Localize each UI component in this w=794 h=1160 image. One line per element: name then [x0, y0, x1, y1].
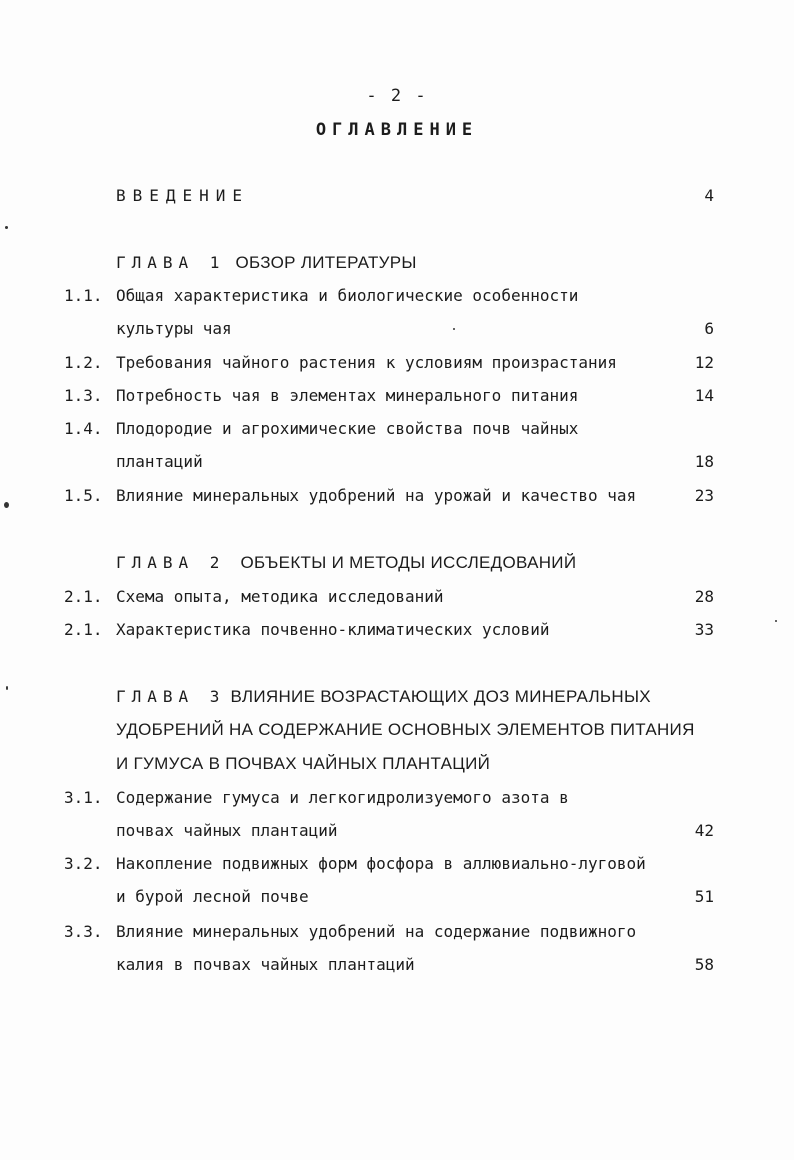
toc-item [0, 384, 794, 408]
intro-label: ВВЕДЕНИЕ [116, 186, 250, 205]
item-number: 1.2. [64, 353, 103, 372]
item-title: Требования чайного растения к условиям произрастания [116, 353, 617, 372]
page-number: - 2 - [366, 86, 428, 106]
chapter-2-heading [0, 551, 794, 575]
scan-speck [453, 328, 455, 330]
item-page: 51 [694, 887, 714, 906]
scan-speck [775, 620, 777, 622]
scan-speck [5, 226, 8, 229]
chapter-3-label: ГЛАВА 3 [116, 687, 226, 706]
item-title-cont: калия в почвах чайных плантаций [116, 955, 415, 974]
chapter-2-title: ОБЪЕКТЫ И МЕТОДЫ ИССЛЕДОВАНИЙ [240, 553, 577, 572]
toc-item [0, 417, 794, 441]
item-number: 1.5. [64, 486, 103, 505]
item-title: Характеристика почвенно-климатических условий [116, 620, 550, 639]
chapter-1-heading [0, 251, 794, 275]
item-number: 3.3. [64, 922, 103, 941]
item-number: 1.4. [64, 419, 103, 438]
item-title-cont: культуры чая [116, 319, 232, 338]
chapter-3-heading [0, 685, 794, 709]
toc-item [0, 852, 794, 876]
chapter-3-heading-cont [0, 718, 794, 742]
item-page: 18 [694, 452, 714, 471]
toc-item [0, 484, 794, 508]
chapter-3-title-line-3: И ГУМУСА В ПОЧВАХ ЧАЙНЫХ ПЛАНТАЦИЙ [116, 754, 491, 773]
toc-item [0, 618, 794, 642]
toc-item-continuation [0, 317, 794, 341]
item-page: 42 [694, 821, 714, 840]
toc-item [0, 351, 794, 375]
item-number: 2.1. [64, 587, 103, 606]
toc-item [0, 284, 794, 308]
scan-speck [6, 686, 8, 690]
item-page: 6 [704, 319, 714, 338]
toc-item [0, 786, 794, 810]
item-number: 1.1. [64, 286, 103, 305]
item-title-cont: плантаций [116, 452, 203, 471]
item-number: 2.1. [64, 620, 103, 639]
toc-item-continuation [0, 450, 794, 474]
item-title-cont: и бурой лесной почве [116, 887, 309, 906]
chapter-3-heading-cont [0, 752, 794, 776]
item-number: 1.3. [64, 386, 103, 405]
page-title: ОГЛАВЛЕНИЕ [315, 120, 479, 140]
item-number: 3.1. [64, 788, 103, 807]
item-page: 58 [694, 955, 714, 974]
item-title: Схема опыта, методика исследований [116, 587, 444, 606]
item-number: 3.2. [64, 854, 103, 873]
item-title: Содержание гумуса и легкогидролизуемого азота в [116, 788, 569, 807]
item-page: 23 [694, 486, 714, 505]
toc-item [0, 920, 794, 944]
scan-speck [4, 502, 9, 508]
item-page: 28 [694, 587, 714, 606]
toc-item-continuation [0, 819, 794, 843]
item-title: Потребность чая в элементах минерального питания [116, 386, 579, 405]
item-title: Накопление подвижных форм фосфора в аллювиально-луговой [116, 854, 646, 873]
item-title: Общая характеристика и биологические особенности [116, 286, 579, 305]
item-title-cont: почвах чайных плантаций [116, 821, 338, 840]
chapter-3-title-line-1: ВЛИЯНИЕ ВОЗРАСТАЮЩИХ ДОЗ МИНЕРАЛЬНЫХ [230, 687, 651, 706]
toc-item-continuation [0, 885, 794, 909]
toc-item [0, 585, 794, 609]
item-page: 33 [694, 620, 714, 639]
chapter-1-title: ОБЗОР ЛИТЕРАТУРЫ [235, 253, 417, 272]
toc-item-continuation [0, 953, 794, 977]
chapter-3-title-line-2: УДОБРЕНИЙ НА СОДЕРЖАНИЕ ОСНОВНЫХ ЭЛЕМЕНТОВ ПИТАНИЯ [116, 720, 695, 739]
intro-page: 4 [704, 186, 714, 205]
toc-intro [0, 184, 794, 208]
chapter-2-label: ГЛАВА 2 [116, 553, 226, 572]
item-page: 14 [694, 386, 714, 405]
chapter-1-label: ГЛАВА 1 [116, 253, 226, 272]
item-title: Влияние минеральных удобрений на урожай и качество чая [116, 486, 637, 505]
item-title: Влияние минеральных удобрений на содержание подвижного [116, 922, 637, 941]
item-page: 12 [694, 353, 714, 372]
item-title: Плодородие и агрохимические свойства почв чайных [116, 419, 579, 438]
